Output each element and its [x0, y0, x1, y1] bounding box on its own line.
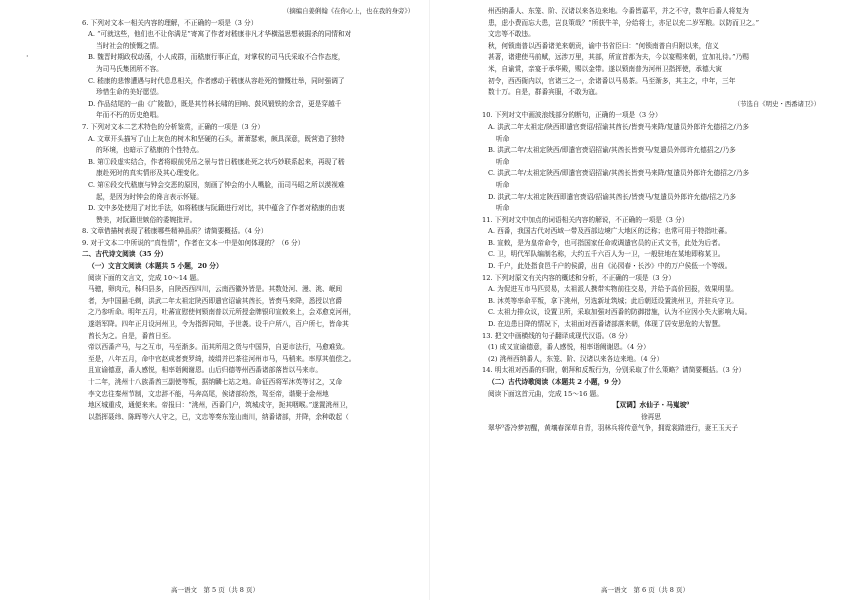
right-text-line: 翠华⁰香冷梦初醒，黄壤春深草自青，羽林兵将传意气争，拥霓裳踏进行，妻王玉天子 — [488, 424, 739, 433]
right-text-line: A. 为促进互市马匹贸易，太祖派人携带实物前往交易，并给予高价回报，效果明显。 — [488, 285, 738, 294]
right-text-line: 患，虑小费而忘大患，岂良策哉？”所获牛羊，分给将士，亦足以充二岁军粮。以防而卫之。” — [488, 18, 759, 27]
right-text-line: C. 洪武二年/太祖定陕西/即遣官赍诏招谕/其酋长皆赍马来降/复遣员外郎许允德招之/乃多 — [488, 169, 750, 178]
left-text-line: 之乃参听命。明年五月，吐蕃宣慰使何锁南普以元所授金牌银印宣敕来上，会邓愈克河州， — [88, 308, 356, 317]
left-text-line: 帝以西番产马，与之互市，马至渐多。而其所用之货与中国异，自更市法行，马愈难致。 — [88, 343, 349, 352]
left-text-line: （摘编自姜俐翰《在你心上，也在我的身旁》） — [282, 7, 414, 15]
left-text-line: 9. 对于文本二中所说的“真性情”，作者在文本一中是如何体现的？（6 分） — [82, 238, 305, 247]
left-text-line: A. “可就这些，他们也不让你满足”寄寓了作者对嵇康非凡才华横溢思想被掘杀的同情和对 — [88, 30, 352, 39]
left-text-line: D. 作品结尾的一曲《广陵散》，既是其竹林长啸的回响、鼓风锻铁的余音，更是穿越千 — [88, 99, 342, 108]
right-text-line: 秋，何锁南普以西番诸羌来朝贡，谕中书省臣曰：“何锁南普自归附以来，信义 — [488, 41, 719, 50]
right-text-line: B. 沐英等率命平叛，拿下洮州，另选新址筑城；此后朝廷设置洮州卫，并驻兵守卫。 — [488, 296, 738, 305]
right-text-column — [482, 6, 820, 435]
right-text-line: 11. 下列对文中加点的词语相关内容的解说，不正确的一项是（3 分） — [482, 215, 689, 224]
right-text-line: D. 在边患日降的情况下，太祖面对西番诸部落来朝，体现了居安思危的大智慧。 — [488, 320, 725, 329]
left-text-line: 酋长为之。自是，番酋日至。 — [88, 331, 175, 340]
left-text-line: 且宣谕德意，番人感悦，相率诣阙谢恩。山后归德等州西番诸部落皆以马来市。 — [88, 366, 323, 375]
left-text-line: 马骢，卵肉元，秭归县多，自陕西西四川，云南西徽外皆是。其数处河、漫、洮、岷间 — [88, 285, 343, 294]
left-text-line: 8. 文章借描树表现了嵇康哪些精神品质？请简要概括。（4 分） — [82, 227, 268, 236]
right-text-line: （节选自《明史・西番诸卫》） — [733, 99, 820, 108]
right-text-line: 13. 把文中画横线的句子翻译成现代汉语。（8 分） — [482, 331, 632, 340]
left-text-line: 康赴死时的真实情形及其心理变化。 — [96, 169, 203, 178]
right-text-line: 12. 下列对原文有关内容的概述和分析，不正确的一项是（3 分） — [482, 273, 676, 282]
left-text-line: D. 文中多处使用了对比手法，如将嵇康与阮籍进行对比，其中蕴含了作者对嵇康的由衷 — [88, 204, 345, 213]
left-text-line: B. 魏晋时期政权动荡，小人成群，而嵇康行事正直，对掌权的司马氏采取不合作态度， — [88, 53, 345, 62]
right-text-line: 徐再思 — [640, 412, 662, 421]
left-text-line: 阅读下面的文言文，完成 10～14 题。 — [88, 273, 203, 282]
right-text-line: B. 洪武二年/太祖定陕西/即遣官赍诏招谕/其酋长皆赍马/复遣员外郎许允德招之/乃多 — [488, 146, 736, 155]
right-text-line: C. 太祖力排众议，设置卫所，采取加强对西番的防御措施，认为不应因小失大影响大局。 — [488, 308, 752, 317]
left-text-line: 赞美，对阮籍世嫉俗的委婉批评。 — [96, 215, 197, 224]
right-text-line: （二）古代诗歌阅读（本题共 2 小题，9 分） — [488, 378, 625, 386]
left-text-line: 6. 下列对文本一相关内容的理解，不正确的一项是（3 分） — [82, 18, 258, 27]
right-text-line: 10. 下列对文中画波浪线部分的断句，正确的一项是（3 分） — [482, 111, 662, 120]
right-text-line: A. 西番，我国古代对西域一带及西部边境广大地区的泛称；也常可用于特指吐蕃。 — [488, 227, 732, 236]
right-text-line: 数十万。自是，群番宾服，不敢为寇。 — [488, 88, 602, 97]
left-text-line: 地区城重戍，通便来来。帝报曰：“洮州，西番门户，筑城戍守，扼其咽喉。”遂置洮州卫， — [88, 401, 353, 410]
right-text-line: B. 宣敕，是为皇帝命令，也可指国家任命或调遣官员的正式文书，此处为后者。 — [488, 238, 725, 247]
right-text-line: (2) 洮州西纳番人，东笼、阶、汉诸以来各边来地。（4 分） — [488, 354, 664, 363]
right-text-line: 14. 明太祖对西番的归附，朝拜和反叛行为，分别采取了什么策略？请简要概括。（3 分） — [482, 366, 746, 375]
left-text-line: 遂诣军降。四年正月设河州卫，令为指挥同知，予世袭。设千户所八，百户所七，皆命其 — [88, 320, 349, 329]
right-text-line: 阅读下面这首元曲，完成 15～16 题。 — [488, 389, 603, 398]
right-text-line: 文忠等不敢违。 — [488, 30, 535, 39]
left-text-line: C. 嵇康的悲惨遭遇与时代息息相关，作者感动于嵇康从容赴死的慷慨壮举，同时强调了 — [88, 76, 345, 85]
right-text-line: 米，自谕赏，亲宴于承华殿，赐以金带。遂以锁南普为河州卫指挥使，承德大寅 — [488, 64, 723, 73]
left-text-line: 的环境，也暗示了嵇康的个性特点。 — [96, 146, 203, 155]
right-text-line: D. 洪武二年/太祖定陕西即遣官赍诏/招谕其酋长/皆赍马/复遣员外郎许允德/招之乃多 — [488, 192, 737, 201]
left-text-line: （一）文言文阅读（本题共 5 小题，20 分） — [88, 262, 223, 271]
left-text-line: 十二年，洮州十八族番酋三副使等叛，据纳麟七站之地。命征西将军沐英等讨之，又命 — [88, 378, 343, 386]
left-text-line: C. 第⑥段交代嵇康与钟会交恶的原因，刻画了钟会的小人嘴脸，而司马昭之所以漠视难 — [88, 180, 345, 189]
right-page — [430, 0, 860, 600]
margin-mark: · — [26, 52, 29, 61]
right-text-line: (1) 成又宣谕德意，番人感悦，相率诣阙谢恩。（4 分） — [488, 343, 650, 352]
left-text-line: 至是，八年五月，命中官赵成者赍罗绮，绫绢并巴茶往河州市马，马稍来。率厚其值偿之。 — [88, 354, 356, 363]
left-text-line: A. 文章开头描写了山上灰色的树木和坚硬的石头，萧萧瑟索，颇具深意，既营造了独特 — [88, 134, 345, 143]
left-text-line: 当时社会的愤慨之情。 — [96, 41, 163, 50]
left-text-line: 起，是因为时钟会的谗言表示怀疑。 — [96, 192, 203, 201]
left-text-line: 年而不朽的历史绝唱。 — [96, 111, 163, 120]
right-text-line: 初令，西西衙内以，官诸三之一，余诸番以马易茶。马至渐多，其主之，中年，三年 — [488, 76, 736, 85]
left-text-line: 李文忠往秦州节制，文忠辞不能，马奔高尾，俟诸部纷然，驾至帝，谐聚于金州地 — [88, 389, 329, 398]
left-text-line: 7. 下列对文本二艺术特色的分析鉴赏，正确的一项是（3 分） — [82, 122, 265, 131]
right-text-line: D. 千户，此处指食邑千户的侯爵，出自《沁园春・长沙》中的万户侯低一个等级。 — [488, 262, 732, 271]
right-text-line: 甚著，诸建使马前赋，远涉万里，其部，所宣首都为夫，今以宴赐来朝，宜加礼待。”乃赐 — [488, 53, 749, 62]
right-text-line: 听命 — [496, 134, 510, 143]
left-text-line: 以指挥聂纬、陈晖等六人守之，已，文忠等奏东笼山南川，纳番诸部，并降，余种敢起（ — [88, 412, 349, 421]
right-text-line: 【双调】水仙子・马嵬坡⁰ — [612, 401, 690, 410]
left-text-line: 者，为中国悬毛剃，洪武二年太祖定陕西即遣官诏谕其酋长，皆赍马来降，悉授以官爵 — [88, 296, 343, 305]
left-text-column — [82, 6, 414, 423]
right-text-line: 听命 — [496, 157, 510, 166]
right-text-line: 听命 — [496, 204, 510, 213]
right-page-footer: 高一语文 第 6 页（共 8 页） — [600, 586, 690, 594]
right-text-line: 州西纳番人、东笼、阶、汉诸以来各边来地。今番皆嘉平，并之不守，数年后番人将复为 — [488, 7, 749, 15]
right-text-line: 听命 — [496, 180, 510, 189]
right-text-line: A. 洪武二年太祖定/陕西即遣官赍诏/招谕其酋长/皆赍马来降/复遣员外郎许允德招之/乃多 — [488, 122, 750, 131]
left-page-footer: 高一语文 第 5 页（共 8 页） — [170, 586, 260, 594]
left-text-line: 二、古代诗文阅读（35 分） — [82, 250, 168, 259]
right-text-line: C. 卫，明代军队编制名称，大约五千六百人为一卫，一般驻地在某地即称某卫。 — [488, 250, 725, 259]
left-text-line: 为司马氏集团所不容。 — [96, 64, 163, 73]
left-text-line: B. 第①段虚实结合，作者将眼前凭吊之景与昔日嵇康赴死之状巧妙联系起来，再现了嵇 — [88, 157, 345, 166]
left-text-line: 珍惜生命的美好愿望。 — [96, 88, 163, 97]
